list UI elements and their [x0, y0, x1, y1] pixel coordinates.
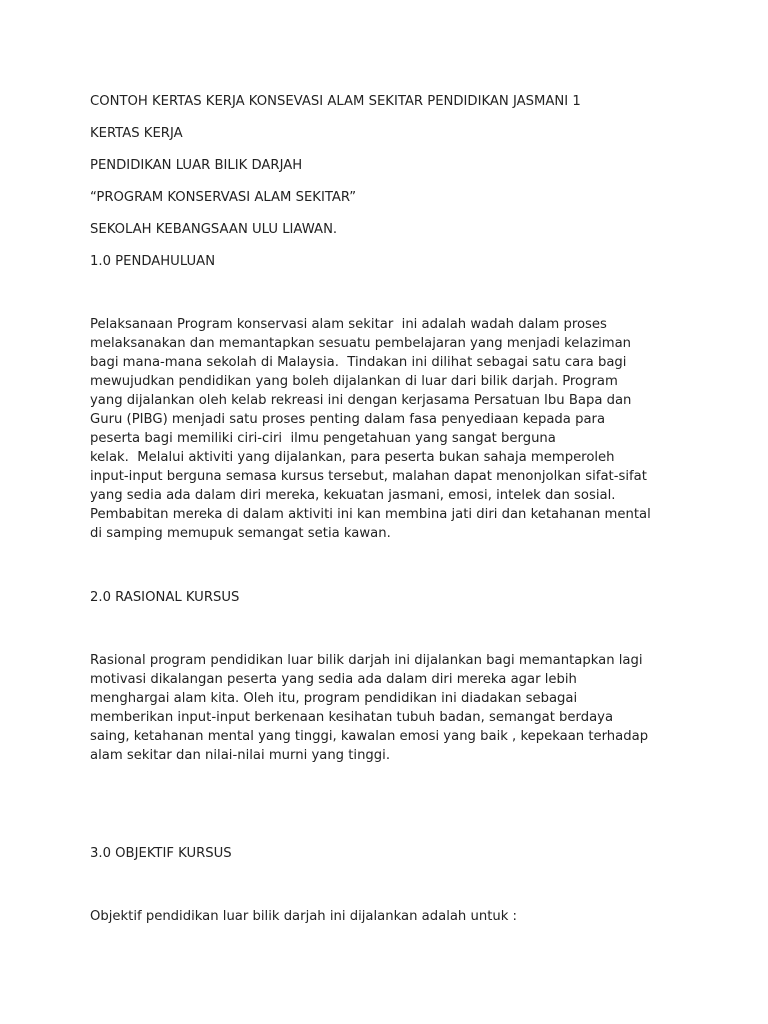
section-heading-rasional: 2.0 RASIONAL KURSUS [90, 590, 240, 605]
paragraph-line: kelak. Melalui aktiviti yang dijalankan, para peserta bukan sahaja memperoleh [90, 450, 615, 465]
program-name: “PROGRAM KONSERVASI ALAM SEKITAR” [90, 190, 357, 205]
paragraph-line: alam sekitar dan nilai-nilai murni yang tinggi. [90, 748, 391, 763]
paragraph-line: Pelaksanaan Program konservasi alam sekitar ini adalah wadah dalam proses [90, 317, 607, 332]
section-heading-objektif: 3.0 OBJEKTIF KURSUS [90, 846, 232, 861]
paragraph-line: melaksanakan dan memantapkan sesuatu pembelajaran yang menjadi kelaziman [90, 336, 632, 351]
paragraph-line: memberikan input-input berkenaan kesihatan tubuh badan, semangat berdaya [90, 710, 614, 725]
paragraph-line: di samping memupuk semangat setia kawan. [90, 526, 391, 541]
paragraph-line: Objektif pendidikan luar bilik darjah ini dijalankan adalah untuk : [90, 909, 518, 924]
paragraph-line: peserta bagi memiliki ciri-ciri ilmu pengetahuan yang sangat berguna [90, 431, 556, 446]
paragraph-line: saing, ketahanan mental yang tinggi, kawalan emosi yang baik , kepekaan terhadap [90, 729, 649, 744]
paragraph-line: menghargai alam kita. Oleh itu, program pendidikan ini diadakan sebagai [90, 691, 578, 706]
paragraph-line: yang sedia ada dalam diri mereka, kekuatan jasmani, emosi, intelek dan sosial. [90, 488, 616, 503]
section-body-rasional [90, 651, 690, 765]
paragraph-line: Rasional program pendidikan luar bilik darjah ini dijalankan bagi memantapkan lagi [90, 653, 643, 668]
paragraph-line: Guru (PIBG) menjadi satu proses penting dalam fasa penyediaan kepada para [90, 412, 606, 427]
section-heading-pendahuluan: 1.0 PENDAHULUAN [90, 254, 216, 269]
school-name: SEKOLAH KEBANGSAAN ULU LIAWAN. [90, 222, 338, 237]
paragraph-line: Pembabitan mereka di dalam aktiviti ini kan membina jati diri dan ketahanan mental [90, 507, 651, 522]
heading-pendidikan: PENDIDIKAN LUAR BILIK DARJAH [90, 158, 303, 173]
document-title: CONTOH KERTAS KERJA KONSEVASI ALAM SEKITAR PENDIDIKAN JASMANI 1 [90, 94, 581, 109]
paragraph-line: motivasi dikalangan peserta yang sedia ada dalam diri mereka agar lebih [90, 672, 577, 687]
heading-kertas-kerja: KERTAS KERJA [90, 126, 183, 141]
paragraph-line: mewujudkan pendidikan yang boleh dijalankan di luar dari bilik darjah. Program [90, 374, 618, 389]
paragraph-line: yang dijalankan oleh kelab rekreasi ini dengan kerjasama Persatuan Ibu Bapa dan [90, 393, 632, 408]
section-body-objektif [90, 907, 690, 926]
section-body-pendahuluan [90, 315, 690, 543]
paragraph-line: bagi mana-mana sekolah di Malaysia. Tindakan ini dilihat sebagai satu cara bagi [90, 355, 627, 370]
paragraph-line: input-input berguna semasa kursus tersebut, malahan dapat menonjolkan sifat-sifat [90, 469, 647, 484]
